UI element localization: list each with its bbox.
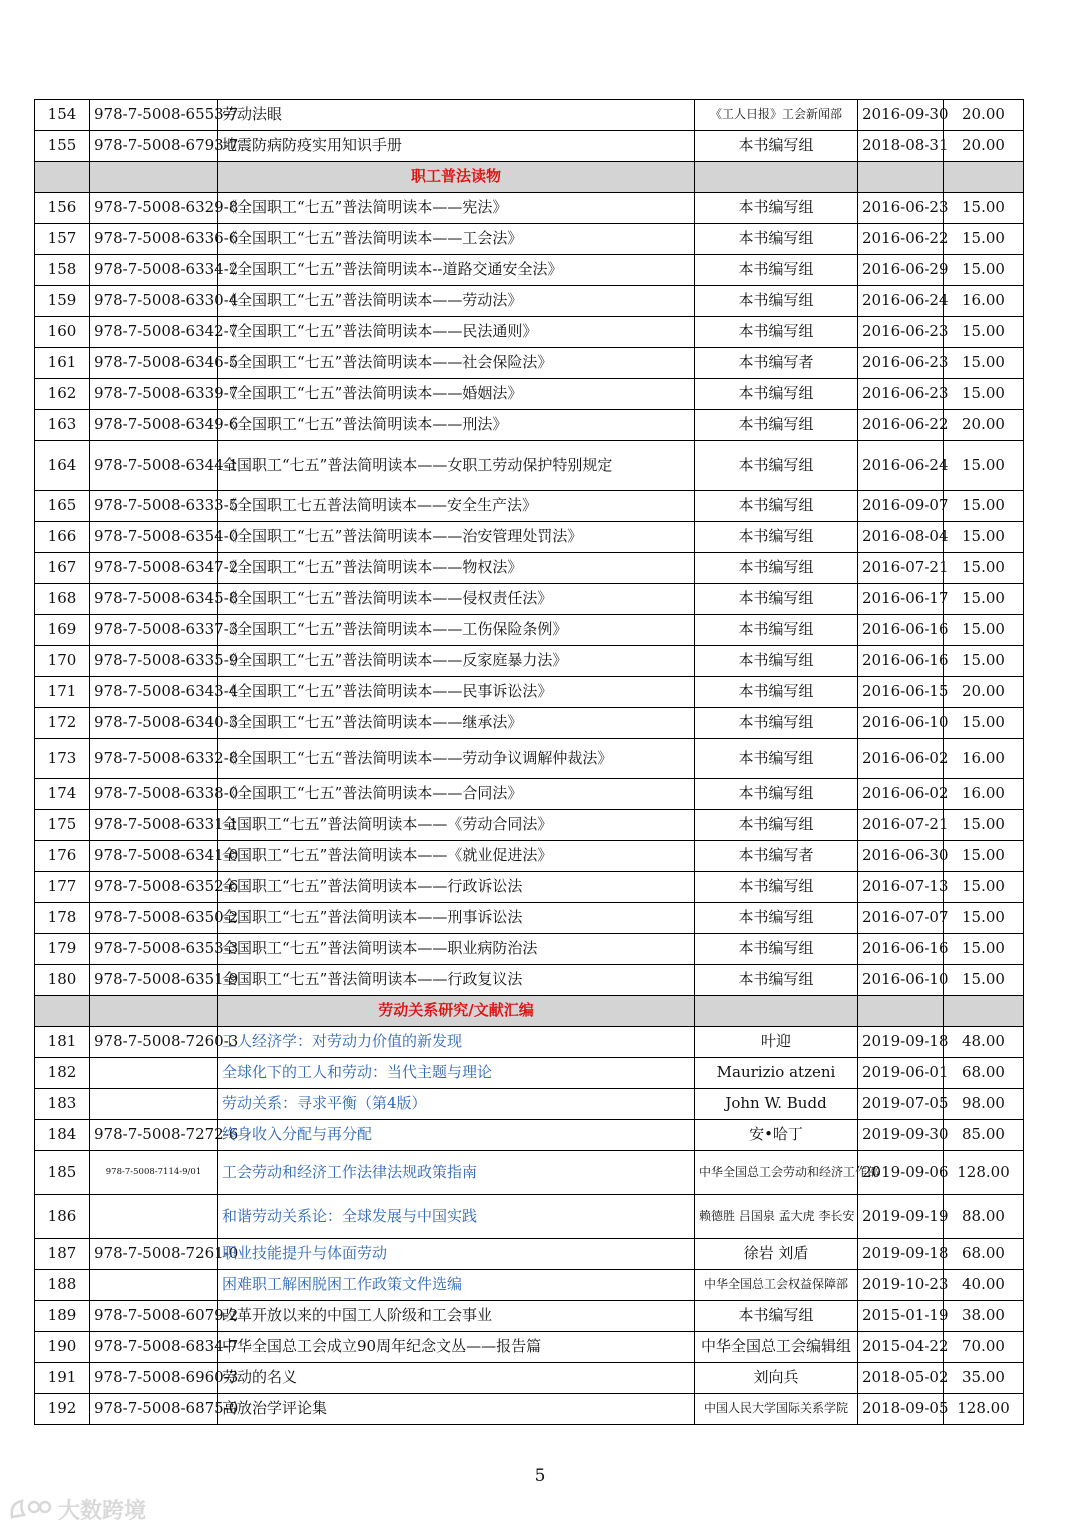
section-no-cell (35, 162, 90, 193)
book-number: 179 (35, 934, 90, 965)
book-number: 189 (35, 1301, 90, 1332)
book-isbn: 978-7-5008-7261-0 (90, 1239, 218, 1270)
section-no-cell (35, 996, 90, 1027)
book-publish-date: 2016-06-24 (858, 286, 944, 317)
book-price: 15.00 (944, 379, 1024, 410)
book-publish-date: 2019-09-18 (858, 1027, 944, 1058)
book-isbn: 978-7-5008-6875-0 (90, 1394, 218, 1425)
book-title: 《全国职工“七五”普法简明读本——治安管理处罚法》 (218, 522, 695, 553)
book-price: 128.00 (944, 1394, 1024, 1425)
table-row (35, 1089, 1024, 1120)
book-title: 《全国职工“七五”普法简明读本——工会法》 (218, 224, 695, 255)
book-author: 本书编写组 (695, 739, 858, 779)
book-author: 本书编写组 (695, 810, 858, 841)
book-isbn (90, 1270, 218, 1301)
watermark (8, 1494, 146, 1525)
table-row (35, 841, 1024, 872)
book-number: 160 (35, 317, 90, 348)
table-row (35, 441, 1024, 491)
book-author: 本书编写组 (695, 903, 858, 934)
book-price: 15.00 (944, 872, 1024, 903)
table-row (35, 584, 1024, 615)
book-publish-date: 2016-06-02 (858, 739, 944, 779)
table-row (35, 1195, 1024, 1239)
book-number: 157 (35, 224, 90, 255)
book-publish-date: 2016-08-04 (858, 522, 944, 553)
book-number: 170 (35, 646, 90, 677)
table-row (35, 903, 1024, 934)
book-publish-date: 2016-07-21 (858, 553, 944, 584)
book-publish-date: 2016-06-24 (858, 441, 944, 491)
table-row (35, 100, 1024, 131)
table-row (35, 1270, 1024, 1301)
book-title: 《全国职工“七五”普法简明读本——民法通则》 (218, 317, 695, 348)
book-isbn: 978-7-5008-6330-4 (90, 286, 218, 317)
book-author: 本书编写组 (695, 379, 858, 410)
book-title: 《全国职工“七五“普法简明读本——劳动争议调解仲裁法》 (218, 739, 695, 779)
book-publish-date: 2019-06-01 (858, 1058, 944, 1089)
book-publish-date: 2016-06-02 (858, 779, 944, 810)
book-author: 本书编写组 (695, 934, 858, 965)
book-number: 175 (35, 810, 90, 841)
book-publish-date: 2019-09-19 (858, 1195, 944, 1239)
book-author: 本书编写组 (695, 255, 858, 286)
book-author: 本书编写组 (695, 286, 858, 317)
book-number: 169 (35, 615, 90, 646)
book-author: 本书编写者 (695, 841, 858, 872)
book-price: 16.00 (944, 739, 1024, 779)
book-publish-date: 2018-08-31 (858, 131, 944, 162)
book-price: 15.00 (944, 441, 1024, 491)
book-isbn: 978-7-5008-6336-6 (90, 224, 218, 255)
book-title: 全国职工“七五”普法简明读本——行政诉讼法 (218, 872, 695, 903)
book-publish-date: 2016-06-10 (858, 708, 944, 739)
book-author: 中华全国总工会编辑组 (695, 1332, 858, 1363)
book-isbn: 978-7-5008-6338-0 (90, 779, 218, 810)
table-row (35, 646, 1024, 677)
section-title: 职工普法读物 (218, 162, 695, 193)
book-number: 163 (35, 410, 90, 441)
book-author: 本书编写组 (695, 615, 858, 646)
book-number: 181 (35, 1027, 90, 1058)
book-publish-date: 2015-01-19 (858, 1301, 944, 1332)
book-price: 15.00 (944, 584, 1024, 615)
book-title: 全国职工“七五”普法简明读本——《就业促进法》 (218, 841, 695, 872)
book-isbn: 978-7-5008-6960-3 (90, 1363, 218, 1394)
book-isbn: 978-7-5008-6346-5 (90, 348, 218, 379)
book-author: 本书编写组 (695, 708, 858, 739)
book-publish-date: 2019-10-23 (858, 1270, 944, 1301)
book-isbn (90, 1195, 218, 1239)
book-price: 20.00 (944, 410, 1024, 441)
book-publish-date: 2016-06-22 (858, 224, 944, 255)
book-publish-date: 2015-04-22 (858, 1332, 944, 1363)
book-author: 中华全国总工会权益保障部 (695, 1270, 858, 1301)
book-price: 38.00 (944, 1301, 1024, 1332)
book-author: 中国人民大学国际关系学院 (695, 1394, 858, 1425)
book-author: 本书编写组 (695, 224, 858, 255)
book-price: 16.00 (944, 779, 1024, 810)
table-row (35, 379, 1024, 410)
book-publish-date: 2016-09-30 (858, 100, 944, 131)
book-number: 192 (35, 1394, 90, 1425)
book-price: 15.00 (944, 841, 1024, 872)
book-isbn: 978-7-5008-6332-8 (90, 739, 218, 779)
watermark-logo-icon (8, 1497, 54, 1523)
table-row (35, 739, 1024, 779)
book-title: 高放治学评论集 (218, 1394, 695, 1425)
book-publish-date: 2016-07-21 (858, 810, 944, 841)
book-price: 15.00 (944, 903, 1024, 934)
book-title: 《全国职工“七五”普法简明读本——宪法》 (218, 193, 695, 224)
book-price: 15.00 (944, 193, 1024, 224)
table-row (35, 615, 1024, 646)
book-number: 166 (35, 522, 90, 553)
book-author: 本书编写组 (695, 410, 858, 441)
book-isbn: 978-7-5008-6343-4 (90, 677, 218, 708)
book-number: 154 (35, 100, 90, 131)
table-row (35, 286, 1024, 317)
book-isbn: 978-7-5008-6347-2 (90, 553, 218, 584)
book-isbn: 978-7-5008-6793-7 (90, 131, 218, 162)
book-title: 中华全国总工会成立90周年纪念文丛——报告篇 (218, 1332, 695, 1363)
book-title: 劳动法眼 (218, 100, 695, 131)
book-title: 《全国职工“七五”普法简明读本——物权法》 (218, 553, 695, 584)
book-number: 172 (35, 708, 90, 739)
book-price: 85.00 (944, 1120, 1024, 1151)
book-isbn: 978-7-5008-6349-6 (90, 410, 218, 441)
book-isbn: 978-7-5008-6351-9 (90, 965, 218, 996)
section-date-cell (858, 162, 944, 193)
book-publish-date: 2016-06-29 (858, 255, 944, 286)
section-header-row (35, 162, 1024, 193)
book-price: 48.00 (944, 1027, 1024, 1058)
book-publish-date: 2016-06-30 (858, 841, 944, 872)
book-isbn (90, 1089, 218, 1120)
book-publish-date: 2016-06-23 (858, 379, 944, 410)
book-publish-date: 2016-06-23 (858, 193, 944, 224)
book-number: 174 (35, 779, 90, 810)
book-title: 全国职工“七五”普法简明读本——职业病防治法 (218, 934, 695, 965)
book-isbn: 978-7-5008-6340-3 (90, 708, 218, 739)
book-price: 15.00 (944, 708, 1024, 739)
book-publish-date: 2016-06-22 (858, 410, 944, 441)
watermark-text: 大数跨境 (58, 1499, 147, 1524)
book-author: Maurizio atzeni (695, 1058, 858, 1089)
book-number: 171 (35, 677, 90, 708)
book-number: 155 (35, 131, 90, 162)
book-isbn: 978-7-5008-6333-5 (90, 491, 218, 522)
book-number: 185 (35, 1151, 90, 1195)
table-row (35, 491, 1024, 522)
book-title: 《全国职工“七五”普法简明读本——侵权责任法》 (218, 584, 695, 615)
section-header-row (35, 996, 1024, 1027)
book-isbn: 978-7-5008-6341-0 (90, 841, 218, 872)
book-number: 188 (35, 1270, 90, 1301)
book-title: 《全国职工“七五”普法简明读本——民事诉讼法》 (218, 677, 695, 708)
table-row (35, 708, 1024, 739)
book-isbn: 978-7-5008-6079-2 (90, 1301, 218, 1332)
book-author: 中华全国总工会劳动和经济工作部 (695, 1151, 858, 1195)
section-isbn-cell (90, 996, 218, 1027)
book-number: 180 (35, 965, 90, 996)
book-isbn: 978-7-5008-6337-3 (90, 615, 218, 646)
section-title: 劳动关系研究/文献汇编 (218, 996, 695, 1027)
book-number: 161 (35, 348, 90, 379)
book-number: 176 (35, 841, 90, 872)
book-number: 164 (35, 441, 90, 491)
book-number: 162 (35, 379, 90, 410)
book-price: 88.00 (944, 1195, 1024, 1239)
table-row (35, 131, 1024, 162)
book-price: 15.00 (944, 646, 1024, 677)
book-publish-date: 2019-09-06 (858, 1151, 944, 1195)
book-number: 183 (35, 1089, 90, 1120)
book-title: 《全国职工“七五”普法简明读本——继承法》 (218, 708, 695, 739)
table-row (35, 255, 1024, 286)
book-title: 《全国职工七五普法简明读本——安全生产法》 (218, 491, 695, 522)
book-publish-date: 2016-06-16 (858, 934, 944, 965)
book-price: 15.00 (944, 348, 1024, 379)
book-title: 改革开放以来的中国工人阶级和工会事业 (218, 1301, 695, 1332)
table-row (35, 410, 1024, 441)
book-author: 本书编写组 (695, 872, 858, 903)
table-row (35, 1239, 1024, 1270)
book-isbn: 978-7-5008-6352-6 (90, 872, 218, 903)
book-author: 本书编写组 (695, 965, 858, 996)
book-price: 20.00 (944, 131, 1024, 162)
table-row (35, 934, 1024, 965)
book-isbn: 978-7-5008-6342-7 (90, 317, 218, 348)
book-author: 本书编写组 (695, 131, 858, 162)
book-isbn: 978-7-5008-7272-6 (90, 1120, 218, 1151)
book-publish-date: 2019-09-30 (858, 1120, 944, 1151)
book-publish-date: 2016-06-23 (858, 317, 944, 348)
book-price: 15.00 (944, 934, 1024, 965)
book-isbn: 978-7-5008-6335-9 (90, 646, 218, 677)
book-publish-date: 2016-06-23 (858, 348, 944, 379)
book-isbn: 978-7-5008-6344-1 (90, 441, 218, 491)
book-title: 全国职工“七五”普法简明读本——行政复议法 (218, 965, 695, 996)
book-publish-date: 2016-06-17 (858, 584, 944, 615)
book-title: 全国职工“七五”普法简明读本——《劳动合同法》 (218, 810, 695, 841)
table-row (35, 677, 1024, 708)
book-author: 本书编写组 (695, 677, 858, 708)
book-price: 15.00 (944, 224, 1024, 255)
book-publish-date: 2016-09-07 (858, 491, 944, 522)
book-title: 全国职工“七五”普法简明读本——刑事诉讼法 (218, 903, 695, 934)
table-body (35, 100, 1024, 1425)
book-price: 15.00 (944, 255, 1024, 286)
book-price: 15.00 (944, 491, 1024, 522)
book-isbn: 978-7-5008-6329-8 (90, 193, 218, 224)
table-row (35, 348, 1024, 379)
book-publish-date: 2016-06-10 (858, 965, 944, 996)
book-author: 徐岩 刘盾 (695, 1239, 858, 1270)
book-title: 和谐劳动关系论：全球发展与中国实践 (218, 1195, 695, 1239)
book-title: 《全国职工“七五”普法简明读本——婚姻法》 (218, 379, 695, 410)
book-author: 本书编写组 (695, 646, 858, 677)
book-price: 15.00 (944, 965, 1024, 996)
book-number: 186 (35, 1195, 90, 1239)
table-row (35, 1058, 1024, 1089)
book-number: 168 (35, 584, 90, 615)
book-isbn: 978-7-5008-6354-0 (90, 522, 218, 553)
book-author: 叶迎 (695, 1027, 858, 1058)
book-isbn: 978-7-5008-6334-2 (90, 255, 218, 286)
book-author: 刘向兵 (695, 1363, 858, 1394)
book-title: 全球化下的工人和劳动：当代主题与理论 (218, 1058, 695, 1089)
book-title: 地震防病防疫实用知识手册 (218, 131, 695, 162)
book-title: 《全国职工“七五”普法简明读本——合同法》 (218, 779, 695, 810)
book-number: 184 (35, 1120, 90, 1151)
book-number: 159 (35, 286, 90, 317)
book-title: 工人经济学：对劳动力价值的新发现 (218, 1027, 695, 1058)
book-isbn: 978-7-5008-6339-7 (90, 379, 218, 410)
book-catalog-table (34, 99, 1024, 1425)
book-publish-date: 2019-09-18 (858, 1239, 944, 1270)
book-author: 本书编写组 (695, 553, 858, 584)
table-row (35, 965, 1024, 996)
book-author: 本书编写组 (695, 1301, 858, 1332)
table-row (35, 810, 1024, 841)
book-price: 15.00 (944, 615, 1024, 646)
book-publish-date: 2016-06-16 (858, 646, 944, 677)
table-row (35, 1363, 1024, 1394)
book-author: 本书编写组 (695, 522, 858, 553)
section-author-cell (695, 996, 858, 1027)
book-title: 《全国职工“七五”普法简明读本--道路交通安全法》 (218, 255, 695, 286)
book-title: 《全国职工“七五”普法简明读本——反家庭暴力法》 (218, 646, 695, 677)
book-isbn: 978-7-5008-6331-1 (90, 810, 218, 841)
book-isbn: 978-7-5008-7114-9/01 (90, 1151, 218, 1195)
table-row (35, 1027, 1024, 1058)
book-publish-date: 2016-07-13 (858, 872, 944, 903)
book-number: 177 (35, 872, 90, 903)
book-price: 16.00 (944, 286, 1024, 317)
table-row (35, 522, 1024, 553)
table-row (35, 1151, 1024, 1195)
book-author: 本书编写组 (695, 779, 858, 810)
book-number: 158 (35, 255, 90, 286)
book-title: 困难职工解困脱困工作政策文件选编 (218, 1270, 695, 1301)
book-price: 68.00 (944, 1058, 1024, 1089)
book-author: 安•哈丁 (695, 1120, 858, 1151)
book-author: 本书编写组 (695, 491, 858, 522)
book-title: 全国职工“七五”普法简明读本——女职工劳动保护特别规定 (218, 441, 695, 491)
book-number: 187 (35, 1239, 90, 1270)
book-number: 165 (35, 491, 90, 522)
book-author: 本书编写者 (695, 348, 858, 379)
book-title: 《全国职工“七五”普法简明读本——刑法》 (218, 410, 695, 441)
book-publish-date: 2018-05-02 (858, 1363, 944, 1394)
book-price: 15.00 (944, 522, 1024, 553)
book-isbn: 978-7-5008-6353-3 (90, 934, 218, 965)
book-author: 本书编写组 (695, 584, 858, 615)
section-price-cell (944, 162, 1024, 193)
book-price: 15.00 (944, 810, 1024, 841)
section-price-cell (944, 996, 1024, 1027)
book-price: 20.00 (944, 100, 1024, 131)
book-isbn: 978-7-5008-6345-8 (90, 584, 218, 615)
book-price: 128.00 (944, 1151, 1024, 1195)
book-price: 15.00 (944, 553, 1024, 584)
table-row (35, 553, 1024, 584)
book-title: 劳动的名义 (218, 1363, 695, 1394)
book-price: 68.00 (944, 1239, 1024, 1270)
section-date-cell (858, 996, 944, 1027)
book-number: 182 (35, 1058, 90, 1089)
book-title: 职业技能提升与体面劳动 (218, 1239, 695, 1270)
book-number: 178 (35, 903, 90, 934)
book-price: 35.00 (944, 1363, 1024, 1394)
section-isbn-cell (90, 162, 218, 193)
book-price: 20.00 (944, 677, 1024, 708)
table-row (35, 317, 1024, 348)
table-row (35, 1301, 1024, 1332)
book-isbn (90, 1058, 218, 1089)
book-isbn: 978-7-5008-7260-3 (90, 1027, 218, 1058)
book-author: 本书编写组 (695, 441, 858, 491)
book-price: 70.00 (944, 1332, 1024, 1363)
table-row (35, 1394, 1024, 1425)
book-title: 终身收入分配与再分配 (218, 1120, 695, 1151)
page-number: 5 (534, 1466, 546, 1486)
book-author: 赖德胜 吕国泉 孟大虎 李长安 (695, 1195, 858, 1239)
table-row (35, 872, 1024, 903)
book-price: 15.00 (944, 317, 1024, 348)
book-title: 《全国职工“七五”普法简明读本——社会保险法》 (218, 348, 695, 379)
book-title: 《全国职工“七五”普法简明读本——劳动法》 (218, 286, 695, 317)
book-author: 本书编写组 (695, 317, 858, 348)
book-publish-date: 2016-06-16 (858, 615, 944, 646)
table-row (35, 1332, 1024, 1363)
book-number: 173 (35, 739, 90, 779)
book-title: 劳动关系：寻求平衡（第4版） (218, 1089, 695, 1120)
book-number: 190 (35, 1332, 90, 1363)
book-isbn: 978-7-5008-6350-2 (90, 903, 218, 934)
book-author: 《工人日报》工会新闻部 (695, 100, 858, 131)
section-author-cell (695, 162, 858, 193)
book-title: 工会劳动和经济工作法律法规政策指南 (218, 1151, 695, 1195)
book-number: 191 (35, 1363, 90, 1394)
book-isbn: 978-7-5008-6834-7 (90, 1332, 218, 1363)
book-publish-date: 2016-06-15 (858, 677, 944, 708)
table-row (35, 193, 1024, 224)
book-publish-date: 2018-09-05 (858, 1394, 944, 1425)
table-row (35, 1120, 1024, 1151)
book-price: 98.00 (944, 1089, 1024, 1120)
book-number: 167 (35, 553, 90, 584)
book-title: 《全国职工“七五”普法简明读本——工伤保险条例》 (218, 615, 695, 646)
book-price: 40.00 (944, 1270, 1024, 1301)
book-number: 156 (35, 193, 90, 224)
book-publish-date: 2016-07-07 (858, 903, 944, 934)
book-author: 本书编写组 (695, 193, 858, 224)
book-publish-date: 2019-07-05 (858, 1089, 944, 1120)
table-row (35, 779, 1024, 810)
book-isbn: 978-7-5008-6553-7 (90, 100, 218, 131)
table-row (35, 224, 1024, 255)
book-author: John W. Budd (695, 1089, 858, 1120)
